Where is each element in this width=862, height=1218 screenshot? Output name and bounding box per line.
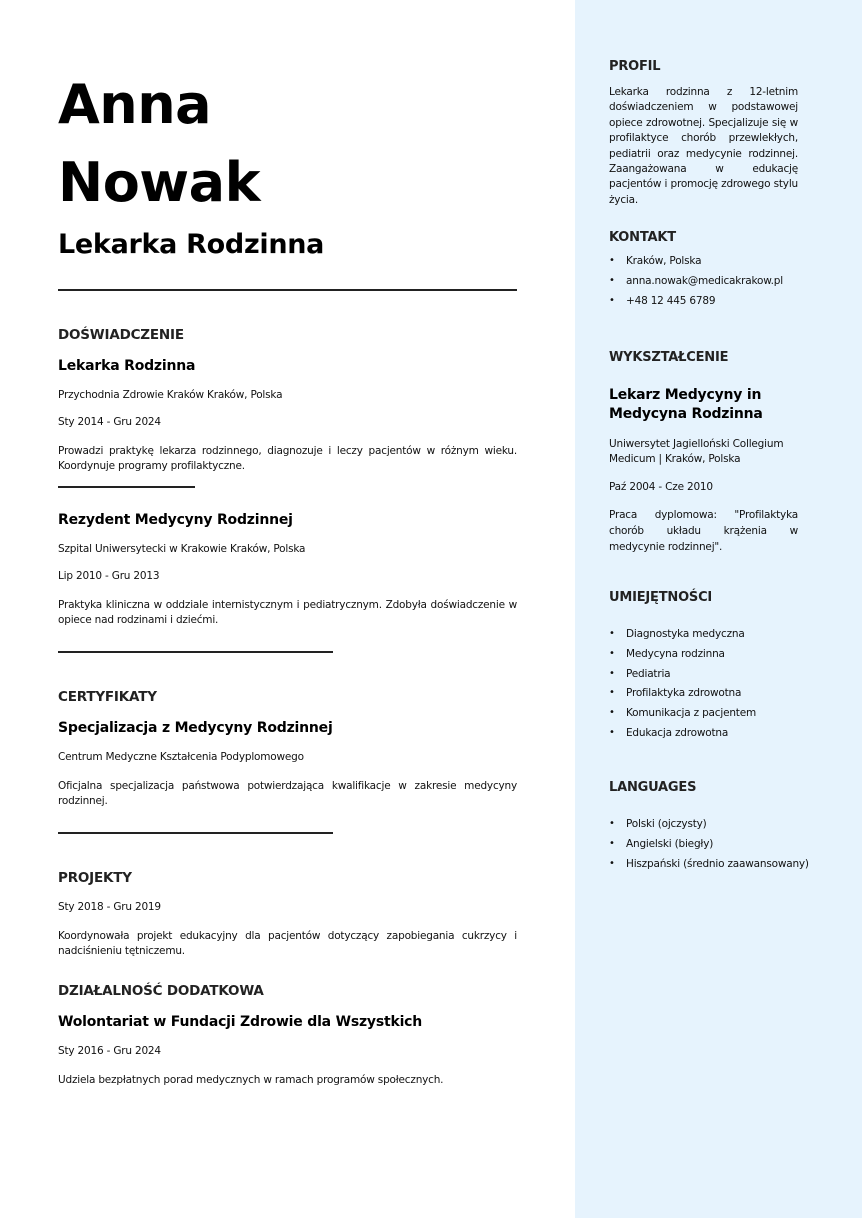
- skill-item: • Pediatria: [609, 667, 671, 680]
- contact-list: [609, 255, 839, 315]
- bullet-icon: •: [609, 295, 615, 306]
- section-heading-languages: LANGUAGES: [609, 780, 697, 795]
- additional-dates: Sty 2016 - Gru 2024: [58, 1045, 161, 1057]
- bullet-icon: •: [609, 707, 615, 719]
- section-divider: [58, 651, 333, 653]
- skill-item: • Medycyna rodzinna: [609, 647, 725, 660]
- languages-list: [609, 818, 839, 878]
- section-heading-projects: PROJEKTY: [58, 870, 132, 886]
- certificate-org: Centrum Medyczne Kształcenia Podyplomowego: [58, 751, 304, 763]
- contact-phone[interactable]: • +48 12 445 6789: [609, 295, 716, 307]
- section-heading-additional: DZIAŁALNOŚĆ DODATKOWA: [58, 983, 264, 999]
- education-school: Uniwersytet Jagielloński Collegium Medicum | Kraków, Polska: [609, 438, 784, 466]
- section-divider: [58, 832, 333, 834]
- experience-description: Prowadzi praktykę lekarza rodzinnego, diagnozuje i leczy pacjentów w różnym wieku. Koordynuje programy profilaktyczne.: [58, 445, 517, 472]
- additional-description: Udziela bezpłatnych porad medycznych w ramach programów społecznych.: [58, 1074, 444, 1086]
- bullet-icon: •: [609, 687, 615, 699]
- language-item: • Angielski (biegły): [609, 838, 714, 850]
- section-heading-contact: KONTAKT: [609, 230, 676, 245]
- bullet-icon: •: [609, 858, 615, 869]
- experience-title: Rezydent Medycyny Rodzinnej: [58, 512, 293, 528]
- experience-org: Przychodnia Zdrowie Kraków Kraków, Polska: [58, 389, 283, 401]
- skill-item: • Komunikacja z pacjentem: [609, 707, 756, 720]
- contact-email[interactable]: • anna.nowak@medicakrakow.pl: [609, 275, 783, 287]
- experience-org: Szpital Uniwersytecki w Krakowie Kraków, Polska: [58, 543, 306, 555]
- candidate-name: [58, 66, 260, 222]
- experience-title: Lekarka Rodzinna: [58, 358, 196, 374]
- section-heading-certificates: CERTYFIKATY: [58, 689, 157, 705]
- experience-dates: Lip 2010 - Gru 2013: [58, 570, 160, 582]
- section-heading-experience: DOŚWIADCZENIE: [58, 327, 184, 343]
- sidebar: [575, 0, 862, 1218]
- section-heading-profile: PROFIL: [609, 59, 661, 74]
- language-item: • Polski (ojczysty): [609, 818, 707, 830]
- contact-location: • Kraków, Polska: [609, 255, 702, 267]
- bullet-icon: •: [609, 628, 615, 639]
- skill-item: • Profilaktyka zdrowotna: [609, 687, 742, 700]
- header-divider: [58, 289, 517, 291]
- skill-item: • Edukacja zdrowotna: [609, 726, 729, 739]
- education-dates: Paź 2004 - Cze 2010: [609, 481, 713, 493]
- bullet-icon: •: [609, 818, 615, 829]
- additional-title: Wolontariat w Fundacji Zdrowie dla Wszystkich: [58, 1014, 423, 1030]
- bullet-icon: •: [609, 667, 615, 679]
- certificate-description: Oficjalna specjalizacja państwowa potwierdzająca kwalifikacje w zakresie medycyny rodzinnej.: [58, 780, 517, 807]
- education-degree: Lekarz Medycyny in Medycyna Rodzinna: [609, 387, 763, 422]
- job-title: Lekarka Rodzinna: [58, 229, 325, 260]
- bullet-icon: •: [609, 255, 615, 266]
- bullet-icon: •: [609, 726, 615, 738]
- experience-description: Praktyka kliniczna w oddziale internistycznym i pediatrycznym. Zdobyła doświadczenie w opiece nad rodzinami i dziećmi.: [58, 599, 517, 626]
- bullet-icon: •: [609, 838, 615, 849]
- certificate-title: Specjalizacja z Medycyny Rodzinnej: [58, 720, 333, 736]
- skills-list: [609, 628, 839, 747]
- item-divider: [58, 486, 195, 488]
- section-heading-skills: UMIEJĘTNOŚCI: [609, 590, 713, 605]
- experience-dates: Sty 2014 - Gru 2024: [58, 416, 161, 428]
- first-name: Anna: [58, 73, 212, 136]
- project-dates: Sty 2018 - Gru 2019: [58, 901, 161, 913]
- profile-text: Lekarka rodzinna z 12-letnim doświadczeniem w podstawowej opiece zdrowotnej. Specjalizuje się w profilaktyce chorób przewlekłych, pediatrii oraz medycynie rodzinnej. Zaangażowana w edukację pacjentów i promocję zdrowego stylu życia.: [609, 86, 798, 206]
- bullet-icon: •: [609, 647, 615, 659]
- education-thesis: Praca dyplomowa: "Profilaktyka chorób układu krążenia w medycynie rodzinnej".: [609, 509, 798, 553]
- project-description: Koordynowała projekt edukacyjny dla pacjentów dotyczący zapobiegania cukrzycy i nadciśnieniu tętniczemu.: [58, 930, 517, 957]
- skill-item: • Diagnostyka medyczna: [609, 628, 745, 640]
- section-heading-education: WYKSZTAŁCENIE: [609, 350, 729, 365]
- last-name: Nowak: [58, 151, 261, 214]
- bullet-icon: •: [609, 275, 615, 286]
- language-item: • Hiszpański (średnio zaawansowany): [609, 858, 809, 870]
